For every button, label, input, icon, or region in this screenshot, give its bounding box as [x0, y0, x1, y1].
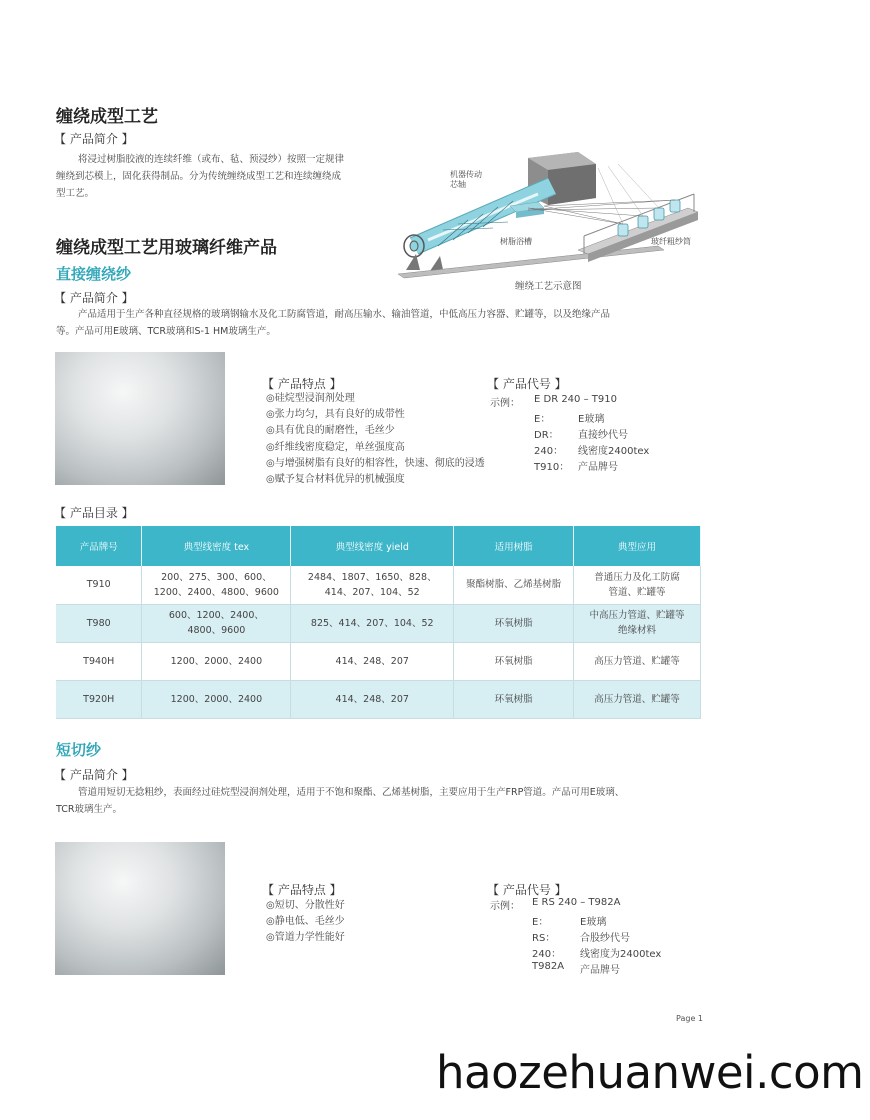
list-item: ◎静电低、毛丝少 [266, 916, 345, 928]
winding-diagram [398, 150, 718, 290]
intro-heading: 【 产品简介 】 [54, 132, 134, 146]
chopped-features-list [266, 898, 345, 947]
chopped-code-block: 示例： E RS 240 – T982A E： E玻璃 RS： 合股纱代号 240： 线密度为2400tex T982A 产品牌号 [490, 897, 662, 976]
list-item: ◎张力均匀，具有良好的成带性 [266, 409, 405, 421]
catalog-table [56, 526, 701, 719]
list-item: ◎短切、分散性好 [266, 900, 345, 911]
list-item: ◎具有优良的耐磨性，毛丝少 [266, 425, 395, 437]
chopped-strand-title: 短切纱 [56, 741, 102, 759]
chopped-code-heading: 【 产品代号 】 [487, 883, 567, 897]
products-heading: 缠绕成型工艺用玻璃纤维产品 [56, 238, 277, 258]
direct-intro-text: 产品适用于生产各种直径规格的玻璃钢输水及化工防腐管道，耐高压输水、输油管道，中低高压力容器、贮罐等，以及绝缘产品 等。产品可用E玻璃、TCR玻璃和S-1 HM玻璃生产。 [56, 309, 611, 337]
column-header: 典型应用 [574, 526, 701, 566]
column-header: 适用树脂 [454, 526, 574, 566]
column-header: 产品牌号 [56, 526, 142, 566]
catalog-heading: 【 产品目录 】 [54, 506, 134, 520]
page-title: 缠绕成型工艺 [56, 107, 158, 127]
watermark-text: haozehuanwei.com [436, 1046, 864, 1099]
chopped-intro-heading: 【 产品简介 】 [54, 768, 134, 782]
list-item: ◎管道力学性能好 [266, 932, 345, 944]
direct-roving-photo [55, 352, 225, 485]
direct-features-list [266, 391, 485, 488]
table-row: T920H 1200、2000、2400 414、248、207 环氧树脂 高压力管道、贮罐等 [56, 680, 701, 718]
chopped-intro-text: 管道用短切无捻粗纱，表面经过硅烷型浸润剂处理，适用于不饱和聚酯、乙烯基树脂，主要应用于生产FRP管道。产品可用E玻璃、 TCR玻璃生产。 [56, 787, 625, 815]
direct-features-heading: 【 产品特点 】 [262, 377, 342, 391]
list-item: ◎赋予复合材料优异的机械强度 [266, 474, 405, 486]
table-row: T940H 1200、2000、2400 414、248、207 环氧树脂 高压力管道、贮罐等 [56, 642, 701, 680]
direct-roving-title: 直接缠绕纱 [56, 265, 132, 283]
list-item: ◎与增强树脂有良好的相容性，快速、彻底的浸透 [266, 457, 485, 469]
page-number: Page 1 [676, 1014, 703, 1023]
label-resin-bath: 树脂浴槽 [500, 237, 532, 246]
list-item: ◎纤维线密度稳定，单丝强度高 [266, 441, 405, 453]
direct-code-heading: 【 产品代号 】 [487, 377, 567, 391]
winding-process-illustration [398, 150, 718, 290]
list-item: ◎硅烷型浸润剂处理 [266, 393, 355, 404]
chopped-features-heading: 【 产品特点 】 [262, 883, 342, 897]
column-header: 典型线密度 yield [291, 526, 454, 566]
chopped-strand-photo [55, 842, 225, 975]
label-mandrel: 机器传动 芯轴 [450, 170, 482, 189]
intro-text: 将浸过树脂胶液的连续纤维（或布、毡、预浸纱）按照一定规律 缠绕到芯模上，固化获得制品。分为传统缠绕成型工艺和连续缠绕成 型工艺。 [56, 154, 345, 199]
table-row: T910 200、275、300、600、 1200、2400、4800、9600 2484、1807、1650、828、 414、207、104、52 聚酯树脂、乙烯基树脂 普通压力及化工防腐 管道、贮罐等 [56, 566, 701, 604]
table-header-row [56, 526, 701, 566]
column-header: 典型线密度 tex [142, 526, 291, 566]
table-row: T980 600、1200、2400、 4800、9600 825、414、207、104、52 环氧树脂 中高压力管道、贮罐等 绝缘材料 [56, 604, 701, 642]
label-creel: 玻纤粗纱筒 [651, 237, 691, 246]
direct-code-block: 示例： E DR 240 – T910 E： E玻璃 DR： 直接纱代号 240： 线密度2400tex T910： 产品牌号 [490, 394, 650, 473]
diagram-caption: 缠绕工艺示意图 [515, 281, 582, 292]
direct-intro-heading: 【 产品简介 】 [54, 291, 134, 305]
